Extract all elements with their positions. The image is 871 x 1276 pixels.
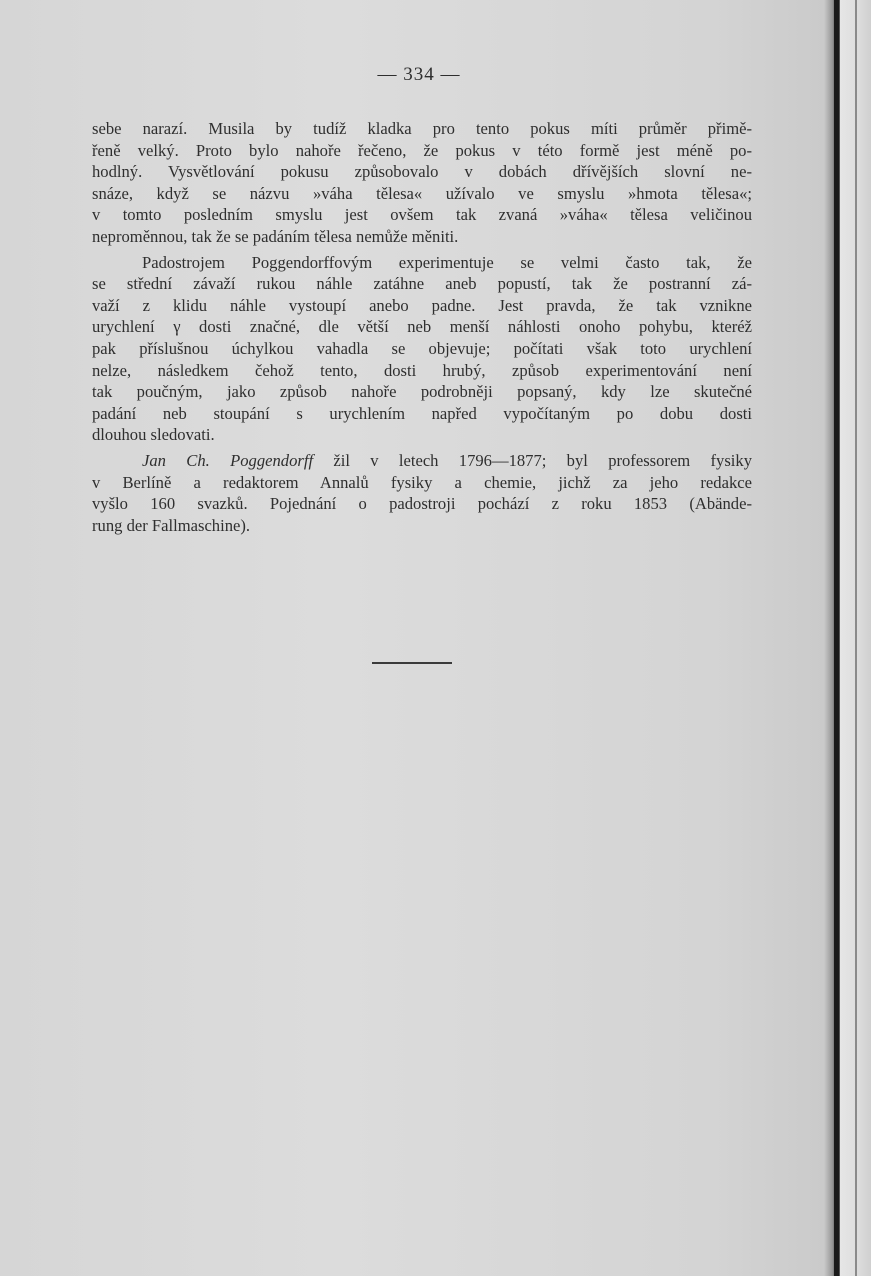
text-line: nelze, následkem čehož tento, dosti hrubý, způsob experimentování není xyxy=(92,360,752,380)
text-line: dlouhou sledovati. xyxy=(92,425,215,445)
text-line: v tomto posledním smyslu jest ovšem tak zvaná »váha« tělesa veličinou xyxy=(92,205,752,225)
page-number: — 334 — xyxy=(377,64,461,85)
text-line: važí z klidu náhle vystoupí anebo padne. Jest pravda, že tak vznikne xyxy=(92,295,752,315)
paragraph-2 xyxy=(92,252,752,446)
text-line: řeně velký. Proto bylo nahoře řečeno, že pokus v této formě jest méně po- xyxy=(92,140,752,160)
text-line: Padostrojem Poggendorffovým experimentuje se velmi často tak, že xyxy=(142,252,752,272)
text-line: urychlení γ dosti značné, dle větší neb menší náhlosti onoho pohybu, kteréž xyxy=(92,317,752,337)
text-line: se střední závaží rukou náhle zatáhne aneb popustí, tak že postranní zá- xyxy=(92,274,752,294)
text-line: padání neb stoupání s urychlením napřed vypočítaným po dobu dosti xyxy=(92,403,752,423)
text-line: pak příslušnou úchylkou vahadla se objevuje; počítati však toto urychlení xyxy=(92,338,752,358)
text-line: rung der Fallmaschine). xyxy=(92,515,251,535)
text-line: vyšlo 160 svazků. Pojednání o padostroji pochází z roku 1853 (Abände- xyxy=(92,494,752,514)
paragraph-1 xyxy=(92,118,752,248)
section-end-rule xyxy=(372,662,452,664)
text-line: hodlný. Vysvětlování pokusu způsobovalo v dobách dřívějších slovní ne- xyxy=(92,162,752,182)
text-line: sebe narazí. Musila by tudíž kladka pro tento pokus míti průměr přimě- xyxy=(92,119,752,138)
next-page-fold-line xyxy=(855,0,857,1276)
text-line xyxy=(92,450,752,472)
author-name: Jan Ch. Poggendorff xyxy=(142,450,314,470)
text-line: neproměnnou, tak že se padáním tělesa nemůže měniti. xyxy=(92,226,459,246)
paragraph-3 xyxy=(92,450,752,536)
body-text xyxy=(92,118,752,536)
text-fragment: žil v letech 1796—1877; byl professorem fysiky xyxy=(313,450,753,470)
text-line: v Berlíně a redaktorem Annalů fysiky a chemie, jichž za jeho redakce xyxy=(92,472,752,492)
text-line: tak poučným, jako způsob nahoře podrobněji popsaný, kdy lze skutečné xyxy=(92,382,752,402)
text-line: snáze, když se názvu »váha tělesa« užívalo ve smyslu »hmota tělesa«; xyxy=(92,183,752,203)
